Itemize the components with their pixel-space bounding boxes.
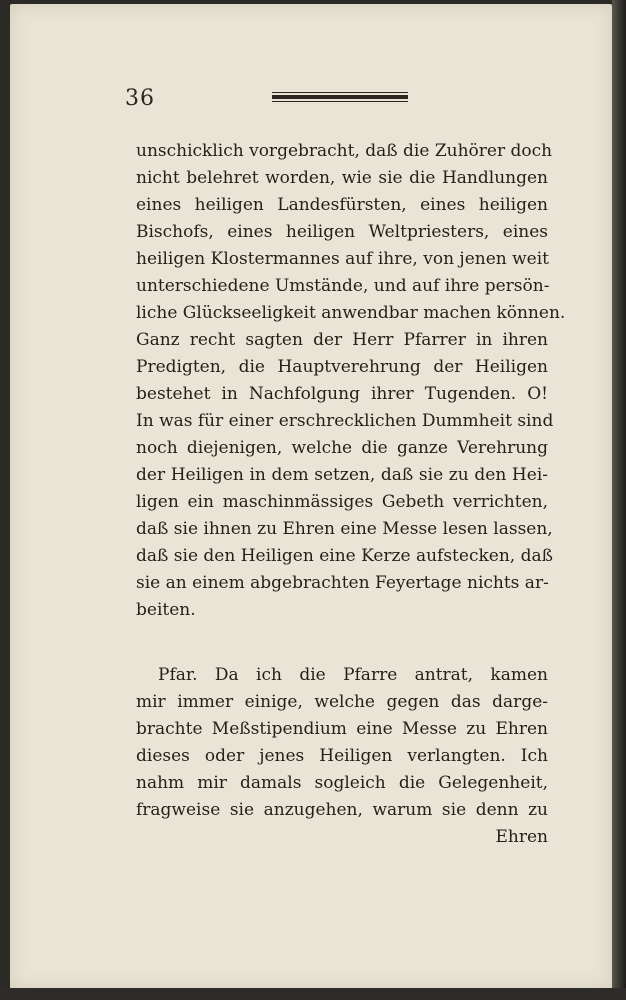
page-edge-shadow <box>612 0 626 1000</box>
text-line: mir immer einige, welche gegen das darge- <box>136 692 548 712</box>
text-line: nahm mir damals sogleich die Gelegenheit, <box>136 773 548 793</box>
text-line: daß sie den Heiligen eine Kerze aufstecken, daß <box>136 546 553 566</box>
paragraph-gap <box>136 624 548 662</box>
text-line: unschicklich vorgebracht, daß die Zuhörer doch <box>136 141 553 161</box>
text-line: eines heiligen Landesfürsten, eines heiligen <box>136 195 548 215</box>
text-line: fragweise sie anzugehen, warum sie denn zu <box>136 800 548 820</box>
header-rule-thick <box>272 95 408 99</box>
text-line: ligen ein maschinmässiges Gebeth verrichten, <box>136 492 548 512</box>
paragraph-1 <box>136 138 566 624</box>
text-line: daß sie ihnen zu Ehren eine Messe lesen lassen, <box>136 519 553 539</box>
text-line: noch diejenigen, welche die ganze Verehrung <box>136 438 548 458</box>
text-line: liche Glückseeligkeit anwendbar machen können. <box>136 303 566 323</box>
text-line: Ganz recht sagten der Herr Pfarrer in ihren <box>136 330 548 350</box>
text-line: In was für einer erschrecklichen Dummheit sind <box>136 411 554 431</box>
header-rule-thin-top <box>272 92 408 93</box>
paragraph-2 <box>136 662 548 851</box>
text-line: bestehet in Nachfolgung ihrer Tugenden. O! <box>136 384 548 404</box>
header-rule-thin-bottom <box>272 101 408 102</box>
catchword: Ehren <box>495 827 548 847</box>
body-text <box>136 138 566 851</box>
text-line: Predigten, die Hauptverehrung der Heiligen <box>136 357 548 377</box>
page-bottom-edge <box>0 988 626 1000</box>
text-line: der Heiligen in dem setzen, daß sie zu den Hei- <box>136 465 548 485</box>
page-number: 36 <box>125 86 155 111</box>
text-line: beiten. <box>136 600 196 620</box>
text-line: Pfar. Da ich die Pfarre antrat, kamen <box>158 665 548 685</box>
header-rule <box>272 92 408 102</box>
text-line: nicht belehret worden, wie sie die Handlungen <box>136 168 548 188</box>
text-line: heiligen Klostermannes auf ihre, von jenen weit <box>136 249 549 269</box>
text-line: dieses oder jenes Heiligen verlangten. Ich <box>136 746 548 766</box>
text-line: Bischofs, eines heiligen Weltpriesters, eines <box>136 222 548 242</box>
text-line: unterschiedene Umstände, und auf ihre persön- <box>136 276 550 296</box>
text-line: brachte Meßstipendium eine Messe zu Ehren <box>136 719 548 739</box>
text-line: sie an einem abgebrachten Feyertage nichts ar- <box>136 573 549 593</box>
